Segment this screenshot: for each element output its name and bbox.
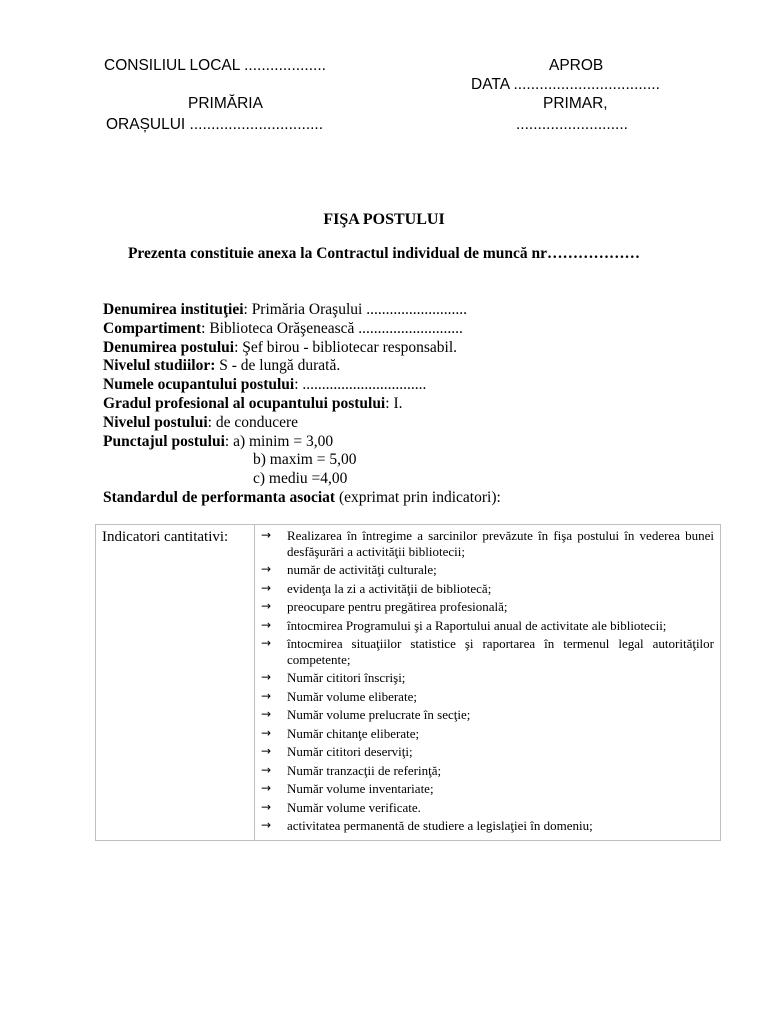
field-value: a) minim = 3,00 [233,432,334,450]
field-sep: : [294,376,303,394]
arrow-right-icon: → [261,670,272,684]
list-item-text: Număr cititori deserviţi; [287,744,413,759]
list-item [261,781,714,797]
list-item [261,744,714,760]
field-label: Denumirea instituţiei [103,301,244,318]
field-sep: : [234,338,243,356]
arrow-right-icon: → [261,580,272,595]
punctaj-maxim: b) maxim = 5,00 [253,451,357,469]
job-fields [103,301,501,508]
field-sep: : [385,394,394,412]
list-item-text: Număr cititori înscrişi; [287,670,406,685]
list-item [261,763,714,779]
list-item [261,581,714,597]
list-item-text: preocupare pentru pregătirea profesională; [287,599,508,614]
list-item [261,528,714,559]
field-value: de conducere [215,413,299,431]
table-row [96,525,721,841]
field-sep: : [201,319,210,337]
arrow-right-icon: → [261,762,272,777]
list-item-text: Realizarea în întregime a sarcinilor prevăzute în fişa postului în vederea bunei desfăşurări a activităţii bibliotecii; [287,528,714,559]
arrow-right-icon: → [261,617,272,632]
list-item-text: Număr volume inventariate; [287,781,434,796]
field-value: Primăria Oraşului .......................... [251,301,467,318]
field-label: Punctajul postului [103,432,225,450]
list-item [261,707,714,723]
list-item [261,689,714,705]
document-subtitle: Prezenta constituie anexa la Contractul individual de muncă nr……………… [127,245,641,262]
field-sep: : [224,432,234,450]
field-row [103,357,501,376]
field-label: Numele ocupantului postului [103,376,295,394]
field-sep: : [207,413,216,431]
arrow-right-icon: → [261,799,272,814]
list-item [261,562,714,578]
list-item-text: Număr volume eliberate; [287,688,417,704]
standard-label: Standardul de performanta asociat [103,488,336,506]
list-item-text: întocmirea Programului şi a Raportului anual de activitate ale bibliotecii; [287,617,667,633]
arrow-right-icon: → [261,636,272,650]
arrow-right-icon: → [261,744,272,758]
document-title: FIŞA POSTULUI [323,211,445,228]
field-value: ................................ [302,376,427,394]
field-row [103,339,501,358]
field-value: Biblioteca Orăşenească ........................... [209,319,463,337]
field-row [103,414,501,433]
list-item [261,800,714,816]
indicators-table [95,524,721,841]
list-item [261,599,714,615]
field-value: Şef birou - bibliotecar responsabil. [242,338,458,356]
arrow-right-icon: → [261,725,272,740]
field-row [103,433,501,452]
field-value: I. [393,394,403,412]
orasului-line: ORAȘULUI ............................... [106,116,324,133]
list-item-text: evidenţa la zi a activităţii de bibliotecă; [287,580,492,596]
list-item-text: număr de activităţi culturale; [287,562,437,577]
list-item [261,670,714,686]
list-item [261,818,714,834]
list-item [261,726,714,742]
standard-row [103,489,501,508]
arrow-right-icon: → [261,707,272,721]
list-item-text: Număr chitanţe eliberate; [287,725,420,741]
list-item-text: activitatea permanentă de studiere a legislaţiei în domeniu; [287,818,593,833]
list-item [261,636,714,667]
data-line: DATA .................................. [471,76,660,93]
indicators-list [255,525,721,841]
arrow-right-icon: → [261,599,272,613]
field-label: Denumirea postului [103,338,235,356]
primar-label: PRIMAR, [543,95,608,112]
consiliul-local-line: CONSILIUL LOCAL ................... [104,57,326,74]
primar-signature-dots: .......................... [516,116,628,133]
arrow-right-icon: → [261,528,272,542]
field-row [103,376,501,395]
aprob-label: APROB [549,57,604,74]
field-label: Nivelul postului [103,413,208,431]
field-label: Gradul profesional al ocupantului postului [103,394,386,412]
arrow-right-icon: → [261,818,272,832]
field-value: S - de lungă durată. [219,357,341,375]
field-sep: : [243,301,252,318]
indicators-label: Indicatori cantitativi: [96,525,255,841]
list-item-text: întocmirea situaţiilor statistice şi raportarea în termenul legal autorităţilor competente; [287,636,714,667]
arrow-right-icon: → [261,688,272,703]
punctaj-mediu: c) mediu =4,00 [253,470,348,488]
list-item-text: Număr volume prelucrate în secţie; [287,707,471,722]
field-row [103,301,501,320]
field-label: Nivelul studiilor: [103,357,216,375]
field-row [103,320,501,339]
primaria-label: PRIMĂRIA [188,95,263,112]
arrow-right-icon: → [261,562,272,576]
list-item [261,618,714,634]
field-row [103,395,501,414]
standard-value: (exprimat prin indicatori): [335,488,501,506]
list-item-text: Număr volume verificate. [287,799,421,815]
list-item-text: Număr tranzacţii de referinţă; [287,762,442,778]
arrow-right-icon: → [261,781,272,795]
field-label: Compartiment [103,319,202,337]
